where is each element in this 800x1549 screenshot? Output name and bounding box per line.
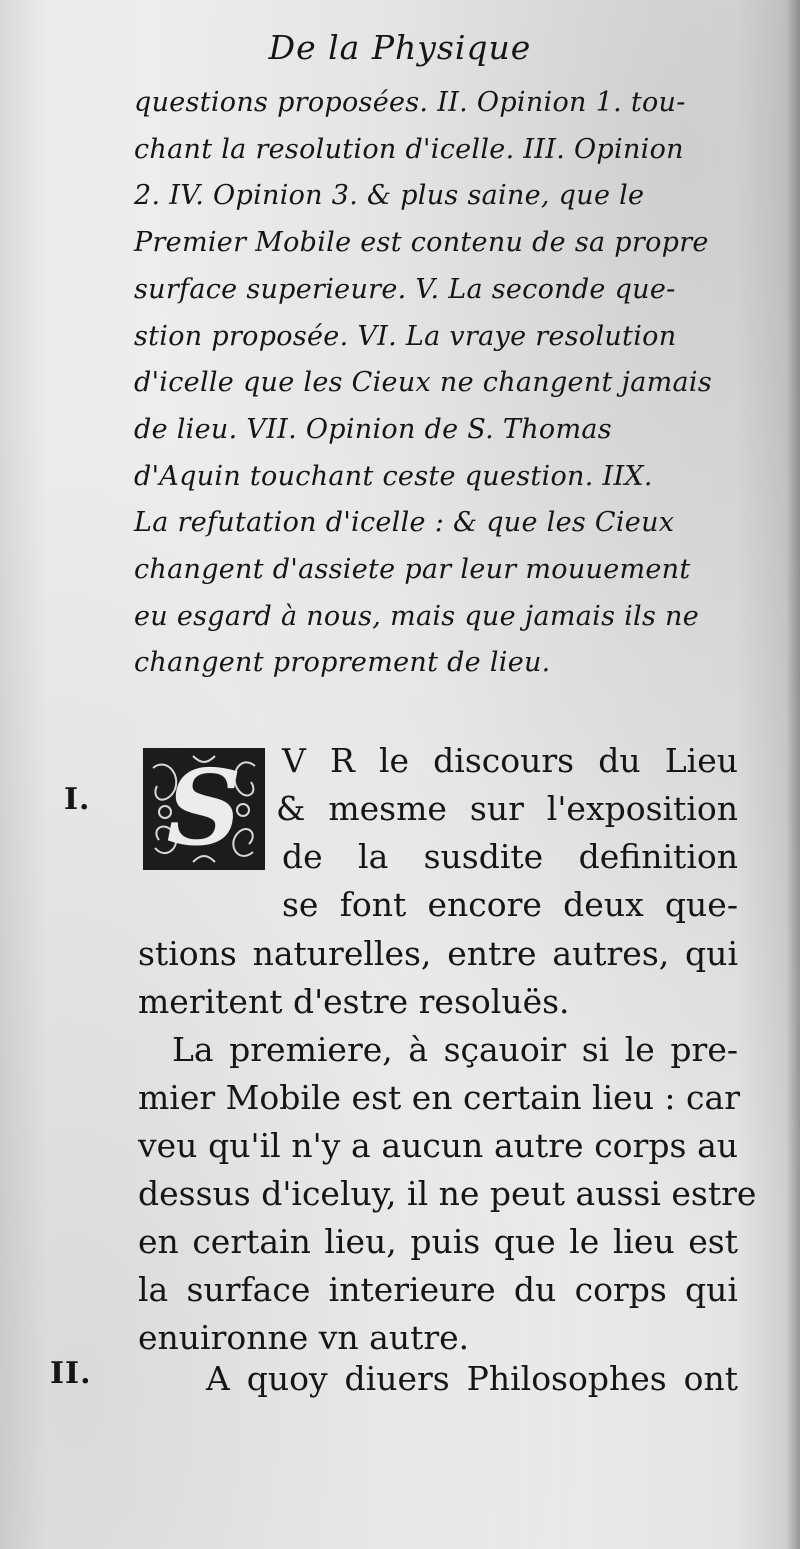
body-line: stions naturelles, entre autres, qui — [138, 934, 738, 973]
drop-cap-initial — [143, 748, 265, 870]
summary-line: chant la resolution d'icelle. III. Opinion — [134, 133, 684, 165]
summary-line: changent d'assiete par leur mouuement — [134, 554, 691, 586]
body-line: se font encore deux que- — [282, 885, 738, 924]
summary-line: surface superieure. V. La seconde que- — [134, 273, 676, 305]
body-line: dessus d'iceluy, il ne peut aussi estre — [138, 1174, 757, 1213]
drop-cap-ornament — [143, 748, 265, 870]
summary-line: questions proposées. II. Opinion 1. tou- — [134, 87, 686, 118]
margin-number: II. — [50, 1356, 92, 1391]
drop-cap-letter: S — [166, 748, 242, 869]
running-head: De la Physique — [268, 28, 532, 67]
body-line: de la susdite definition — [282, 837, 738, 876]
body-line: en certain lieu, puis que le lieu est — [138, 1222, 738, 1261]
body-line: mier Mobile est en certain lieu : car — [138, 1078, 740, 1117]
page-edge-shadow — [786, 0, 800, 1549]
body-line: V R le discours du Lieu — [282, 741, 738, 780]
chapter-summary — [134, 80, 734, 687]
summary-line: stion proposée. VI. La vraye resolution — [134, 320, 677, 352]
summary-line: Premier Mobile est contenu de sa propre — [134, 227, 709, 259]
summary-line: eu esgard à nous, mais que jamais ils ne — [134, 600, 699, 632]
body-line: meritent d'estre resoluës. — [138, 982, 570, 1021]
summary-line: La refutation d'icelle : & que les Cieux — [134, 507, 675, 539]
body-line: La premiere, à sçauoir si le pre- — [172, 1030, 738, 1069]
body-line: & mesme sur l'exposition — [276, 789, 738, 828]
body-line: veu qu'il n'y a aucun autre corps au — [138, 1126, 738, 1165]
summary-line: de lieu. VII. Opinion de S. Thomas — [134, 413, 612, 445]
summary-line: d'icelle que les Cieux ne changent jamais — [134, 367, 713, 399]
summary-line: changent proprement de lieu. — [134, 647, 551, 679]
summary-line: d'Aquin touchant ceste question. IIX. — [134, 460, 653, 492]
margin-number: I. — [64, 782, 91, 817]
summary-line: 2. IV. Opinion 3. & plus saine, que le — [134, 180, 645, 212]
body-line: A quoy diuers Philosophes ont — [206, 1359, 738, 1398]
body-line: enuironne vn autre. — [138, 1318, 470, 1357]
body-line: la surface interieure du corps qui — [138, 1270, 738, 1309]
